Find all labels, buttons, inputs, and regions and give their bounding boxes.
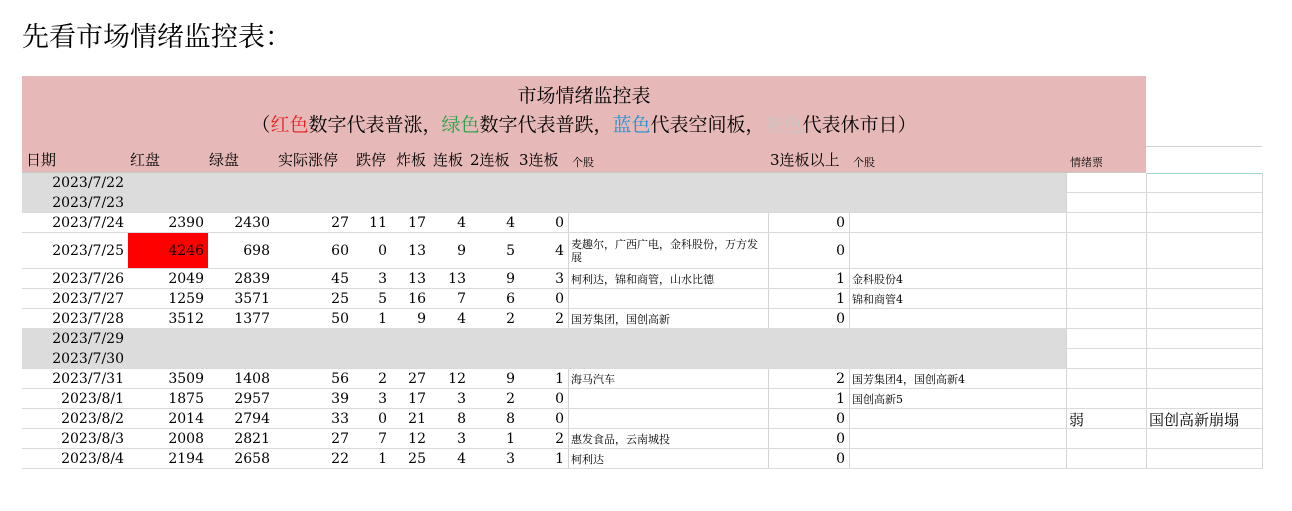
cell-broken[interactable]: 25 <box>408 451 426 467</box>
cell-limit-up[interactable]: 27 <box>331 215 349 231</box>
column-divider <box>849 309 850 329</box>
column-divider <box>1262 449 1263 469</box>
cell-extra[interactable] <box>1146 389 1262 409</box>
cell-sentiment[interactable] <box>1066 429 1146 449</box>
cell-stocks[interactable]: 柯利达 <box>571 452 604 466</box>
cell-stocks2[interactable] <box>849 309 1066 329</box>
cell-date[interactable]: 2023/7/30 <box>52 351 124 367</box>
column-divider <box>1262 173 1263 193</box>
cell-stocks2[interactable]: 金科股份4 <box>852 272 903 286</box>
cell-limit-down[interactable]: 1 <box>378 451 387 467</box>
cell-red[interactable]: 2049 <box>168 271 204 287</box>
cell-date[interactable]: 2023/7/29 <box>52 331 124 347</box>
cell-red[interactable]: 2390 <box>168 215 204 231</box>
cell-date[interactable]: 2023/7/31 <box>52 371 124 387</box>
cell-consecutive[interactable]: 12 <box>448 371 466 387</box>
cell-red[interactable]: 4246 <box>128 233 208 269</box>
cell-limit-down[interactable]: 3 <box>378 271 387 287</box>
cell-sentiment[interactable] <box>1066 269 1146 289</box>
cell-broken[interactable]: 17 <box>408 215 426 231</box>
row-background <box>22 193 1066 213</box>
column-divider <box>1262 233 1263 269</box>
cell-limit-up[interactable]: 50 <box>331 311 349 327</box>
cell-date[interactable]: 2023/8/3 <box>61 431 124 447</box>
cell-extra[interactable] <box>1146 429 1262 449</box>
cell-two-board[interactable]: 9 <box>506 271 515 287</box>
column-divider <box>1066 289 1067 309</box>
cell-three-plus[interactable]: 0 <box>836 411 845 427</box>
cell-three-board[interactable]: 1 <box>555 371 564 387</box>
column-divider <box>568 309 569 329</box>
cell-date[interactable]: 2023/8/2 <box>61 411 124 427</box>
column-divider <box>1146 369 1147 389</box>
column-divider <box>1146 449 1147 469</box>
table-banner <box>22 76 1146 146</box>
column-divider <box>1066 409 1067 429</box>
cell-stocks2[interactable] <box>849 429 1066 449</box>
column-divider <box>849 429 850 449</box>
column-divider <box>1262 269 1263 289</box>
cell-limit-up[interactable]: 25 <box>331 291 349 307</box>
legend-gray-text: 代表休市日） <box>802 114 917 136</box>
column-divider <box>1262 429 1263 449</box>
cell-date[interactable]: 2023/7/26 <box>52 271 124 287</box>
cell-limit-down[interactable]: 5 <box>378 291 387 307</box>
cell-sentiment[interactable] <box>1066 309 1146 329</box>
cell-date[interactable]: 2023/7/27 <box>52 291 124 307</box>
column-divider <box>1262 193 1263 213</box>
column-divider <box>1262 289 1263 309</box>
column-divider <box>1146 233 1147 269</box>
column-divider <box>1066 369 1067 389</box>
cell-sentiment[interactable] <box>1066 289 1146 309</box>
column-divider <box>1066 449 1067 469</box>
column-divider <box>1066 233 1067 269</box>
cell-limit-down[interactable]: 11 <box>369 215 387 231</box>
cell-red[interactable]: 1259 <box>168 291 204 307</box>
cell-date[interactable]: 2023/7/24 <box>52 215 124 231</box>
cell-limit-down[interactable]: 3 <box>378 391 387 407</box>
column-divider <box>768 233 769 269</box>
column-divider <box>1066 269 1067 289</box>
table-row <box>22 449 1262 469</box>
column-divider <box>568 449 569 469</box>
column-divider <box>1146 389 1147 409</box>
cell-broken[interactable]: 21 <box>408 411 426 427</box>
column-divider <box>568 289 569 309</box>
column-divider <box>768 389 769 409</box>
cell-limit-up[interactable]: 27 <box>331 431 349 447</box>
column-divider <box>849 213 850 233</box>
page-heading: 先看市场情绪监控表： <box>22 22 292 53</box>
column-divider <box>1146 269 1147 289</box>
cell-three-plus[interactable]: 1 <box>836 391 845 407</box>
cell-extra[interactable]: 国创高新崩塌 <box>1149 410 1240 429</box>
cell-date[interactable]: 2023/7/28 <box>52 311 124 327</box>
cell-stocks2[interactable]: 国芳集团4，国创高新4 <box>852 372 965 386</box>
col-header-consecutive: 连板 <box>433 151 464 169</box>
cell-consecutive[interactable]: 4 <box>457 451 466 467</box>
col-header-broken: 炸板 <box>396 151 427 169</box>
cell-date[interactable]: 2023/8/4 <box>61 451 124 467</box>
cell-three-board[interactable]: 3 <box>555 271 564 287</box>
cell-three-board[interactable]: 2 <box>555 431 564 447</box>
column-divider <box>568 213 569 233</box>
cell-consecutive[interactable]: 3 <box>457 431 466 447</box>
col-header-two-board: 2连板 <box>470 151 510 169</box>
column-divider <box>1066 309 1067 329</box>
cell-green[interactable]: 2658 <box>234 451 270 467</box>
cell-stocks[interactable]: 惠发食品，云南城投 <box>571 432 670 446</box>
cell-stocks2[interactable] <box>849 233 1066 269</box>
cell-three-plus[interactable]: 0 <box>836 243 845 259</box>
cell-consecutive[interactable]: 8 <box>457 411 466 427</box>
cell-two-board[interactable]: 9 <box>506 371 515 387</box>
cell-stocks[interactable] <box>568 289 768 309</box>
column-divider <box>1146 429 1147 449</box>
col-header-three-plus: 3连板以上 <box>770 151 840 169</box>
cell-three-board[interactable]: 0 <box>555 291 564 307</box>
column-divider <box>1262 409 1263 429</box>
cell-stocks[interactable] <box>568 389 768 409</box>
cell-two-board[interactable]: 8 <box>506 411 515 427</box>
cell-limit-down[interactable]: 0 <box>378 411 387 427</box>
column-divider <box>768 309 769 329</box>
cell-three-board[interactable]: 4 <box>555 243 564 259</box>
cell-limit-down[interactable]: 1 <box>378 311 387 327</box>
table-title: 市场情绪监控表 <box>517 85 651 107</box>
col-header-sentiment: 情绪票 <box>1070 156 1103 169</box>
legend-blue-word: 蓝色 <box>612 114 651 136</box>
cell-broken[interactable]: 13 <box>408 271 426 287</box>
cell-date[interactable]: 2023/8/1 <box>61 391 124 407</box>
column-divider <box>568 409 569 429</box>
table-row <box>22 269 1262 289</box>
cell-three-board[interactable]: 1 <box>555 451 564 467</box>
column-divider <box>849 389 850 409</box>
cell-limit-up[interactable]: 56 <box>331 371 349 387</box>
cell-stocks2[interactable]: 国创高新5 <box>852 392 903 406</box>
cell-date[interactable]: 2023/7/25 <box>52 243 124 259</box>
cell-limit-up[interactable]: 60 <box>331 243 349 259</box>
cell-red[interactable]: 2194 <box>168 451 204 467</box>
cell-limit-down[interactable]: 0 <box>378 243 387 259</box>
row-background <box>22 173 1066 193</box>
cell-stocks[interactable]: 海马汽车 <box>571 372 615 386</box>
cell-broken[interactable]: 12 <box>408 431 426 447</box>
column-divider <box>1262 389 1263 409</box>
cell-three-plus[interactable]: 1 <box>836 271 845 287</box>
column-divider <box>768 449 769 469</box>
table-row <box>22 409 1262 429</box>
cell-green[interactable]: 2794 <box>234 411 270 427</box>
cell-limit-up[interactable]: 45 <box>331 271 349 287</box>
table-row-closed <box>22 173 1262 193</box>
cell-broken[interactable]: 27 <box>408 371 426 387</box>
column-divider <box>1262 329 1263 349</box>
column-divider <box>849 233 850 269</box>
column-divider <box>568 233 569 269</box>
cell-three-plus[interactable]: 0 <box>836 215 845 231</box>
cell-extra[interactable] <box>1146 449 1262 469</box>
cell-three-board[interactable]: 0 <box>555 215 564 231</box>
column-divider <box>1066 329 1067 349</box>
cell-extra[interactable] <box>1146 233 1262 269</box>
legend-red-text: 数字代表普涨， <box>308 114 442 136</box>
cell-broken[interactable]: 13 <box>408 243 426 259</box>
column-divider <box>849 269 850 289</box>
cell-extra[interactable] <box>1146 369 1262 389</box>
cell-consecutive[interactable]: 9 <box>457 243 466 259</box>
row-background <box>22 349 1066 369</box>
cell-date[interactable]: 2023/7/22 <box>52 175 124 191</box>
table-row-closed <box>22 329 1262 349</box>
cell-sentiment[interactable] <box>1066 213 1146 233</box>
table-row <box>22 213 1262 233</box>
cell-consecutive[interactable]: 4 <box>457 311 466 327</box>
legend-open: （ <box>251 114 271 136</box>
cell-sentiment[interactable] <box>1066 449 1146 469</box>
table-row <box>22 369 1262 389</box>
cell-stocks[interactable]: 国芳集团，国创高新 <box>571 312 670 326</box>
cell-two-board[interactable]: 1 <box>506 431 515 447</box>
cell-limit-up[interactable]: 39 <box>331 391 349 407</box>
column-divider <box>768 269 769 289</box>
legend-blue-text: 代表空间板， <box>650 114 765 136</box>
cell-three-board[interactable]: 0 <box>555 411 564 427</box>
cell-extra[interactable] <box>1146 309 1262 329</box>
column-divider <box>1146 329 1147 349</box>
table-row <box>22 233 1262 269</box>
column-divider <box>1262 369 1263 389</box>
cell-stocks[interactable]: 柯利达，锦和商管，山水比德 <box>571 272 714 286</box>
column-divider <box>1066 349 1067 369</box>
cell-green[interactable]: 1377 <box>234 311 270 327</box>
table-row <box>22 289 1262 309</box>
col-header-three-board: 3连板 <box>519 151 559 169</box>
cell-green[interactable]: 2839 <box>234 271 270 287</box>
table-row-closed <box>22 193 1262 213</box>
column-divider <box>1262 213 1263 233</box>
column-divider <box>849 449 850 469</box>
col-header-red: 红盘 <box>130 151 161 169</box>
column-divider <box>849 369 850 389</box>
column-divider <box>849 409 850 429</box>
cell-three-plus[interactable]: 1 <box>836 291 845 307</box>
legend-green-text: 数字代表普跌， <box>479 114 613 136</box>
cell-sentiment[interactable] <box>1066 389 1146 409</box>
column-divider <box>1146 309 1147 329</box>
column-divider <box>768 289 769 309</box>
cell-sentiment[interactable]: 弱 <box>1069 410 1085 429</box>
cell-sentiment[interactable] <box>1066 233 1146 269</box>
col-header-date: 日期 <box>26 151 57 169</box>
cell-red[interactable]: 3512 <box>168 311 204 327</box>
col-header-green: 绿盘 <box>209 151 240 169</box>
cell-three-board[interactable]: 0 <box>555 391 564 407</box>
cell-green[interactable]: 1408 <box>234 371 270 387</box>
cell-extra[interactable] <box>1146 213 1262 233</box>
cell-two-board[interactable]: 5 <box>506 243 515 259</box>
column-divider <box>1146 213 1147 233</box>
column-divider <box>1262 349 1263 369</box>
cell-stocks2[interactable]: 锦和商管4 <box>852 292 903 306</box>
cell-two-board[interactable]: 4 <box>506 215 515 231</box>
cell-red[interactable]: 1875 <box>168 391 204 407</box>
column-divider <box>568 429 569 449</box>
cell-limit-up[interactable]: 22 <box>331 451 349 467</box>
cell-date[interactable]: 2023/7/23 <box>52 195 124 211</box>
cell-stocks2[interactable] <box>849 409 1066 429</box>
col-header-limit-up: 实际涨停 <box>278 151 339 169</box>
column-divider <box>1146 193 1147 213</box>
column-divider <box>768 213 769 233</box>
column-divider <box>1146 289 1147 309</box>
legend-red-word: 红色 <box>270 114 309 136</box>
column-divider <box>568 269 569 289</box>
cell-stocks2[interactable] <box>849 213 1066 233</box>
column-divider <box>768 429 769 449</box>
cell-two-board[interactable]: 2 <box>506 391 515 407</box>
cell-two-board[interactable]: 3 <box>506 451 515 467</box>
table-row <box>22 429 1262 449</box>
column-divider <box>1262 309 1263 329</box>
color-legend-note <box>22 111 1146 139</box>
column-divider <box>1066 213 1067 233</box>
row-divider <box>22 468 1262 469</box>
cell-green[interactable]: 2821 <box>234 431 270 447</box>
cell-three-plus[interactable]: 2 <box>836 371 845 387</box>
col-header-limit-down: 跌停 <box>356 151 387 169</box>
cell-green[interactable]: 2430 <box>234 215 270 231</box>
cell-two-board[interactable]: 6 <box>506 291 515 307</box>
cell-red[interactable]: 3509 <box>168 371 204 387</box>
cell-green[interactable]: 698 <box>243 243 270 259</box>
column-divider <box>1066 173 1067 193</box>
column-divider <box>1146 349 1147 369</box>
cell-consecutive[interactable]: 4 <box>457 215 466 231</box>
cell-extra[interactable] <box>1146 289 1262 309</box>
col-header-stocks: 个股 <box>572 156 594 169</box>
col-header-stocks2: 个股 <box>853 156 875 169</box>
column-divider <box>768 369 769 389</box>
cell-limit-down[interactable]: 7 <box>378 431 387 447</box>
cell-stocks[interactable]: 麦趣尔，广西广电，金科股份，万方发展 <box>571 238 758 264</box>
cell-two-board[interactable]: 2 <box>506 311 515 327</box>
cell-stocks2[interactable] <box>849 449 1066 469</box>
column-divider <box>1066 389 1067 409</box>
cell-red[interactable]: 2008 <box>168 431 204 447</box>
cell-consecutive[interactable]: 13 <box>448 271 466 287</box>
column-divider <box>568 369 569 389</box>
extra-header-cell[interactable] <box>1146 146 1262 174</box>
cell-three-board[interactable]: 2 <box>555 311 564 327</box>
cell-sentiment[interactable] <box>1066 369 1146 389</box>
cell-limit-up[interactable]: 33 <box>331 411 349 427</box>
cell-broken[interactable]: 9 <box>417 311 426 327</box>
cell-broken[interactable]: 16 <box>408 291 426 307</box>
column-divider <box>568 389 569 409</box>
cell-stocks[interactable] <box>568 409 768 429</box>
cell-green[interactable]: 2957 <box>234 391 270 407</box>
cell-three-plus[interactable]: 0 <box>836 431 845 447</box>
legend-green-word: 绿色 <box>441 114 480 136</box>
cell-red[interactable]: 2014 <box>168 411 204 427</box>
table-row <box>22 309 1262 329</box>
column-divider <box>1146 409 1147 429</box>
cell-stocks[interactable] <box>568 213 768 233</box>
cell-three-plus[interactable]: 0 <box>836 311 845 327</box>
cell-green[interactable]: 3571 <box>234 291 270 307</box>
table-row <box>22 389 1262 409</box>
table-row-closed <box>22 349 1262 369</box>
row-background <box>22 329 1066 349</box>
cell-three-plus[interactable]: 0 <box>836 451 845 467</box>
cell-consecutive[interactable]: 3 <box>457 391 466 407</box>
column-divider <box>1066 193 1067 213</box>
cell-broken[interactable]: 17 <box>408 391 426 407</box>
cell-extra[interactable] <box>1146 269 1262 289</box>
cell-limit-down[interactable]: 2 <box>378 371 387 387</box>
column-divider <box>1066 429 1067 449</box>
legend-gray-word: 灰色 <box>764 114 803 136</box>
column-divider <box>768 409 769 429</box>
cell-consecutive[interactable]: 7 <box>457 291 466 307</box>
column-divider <box>849 289 850 309</box>
column-divider <box>1146 173 1147 193</box>
